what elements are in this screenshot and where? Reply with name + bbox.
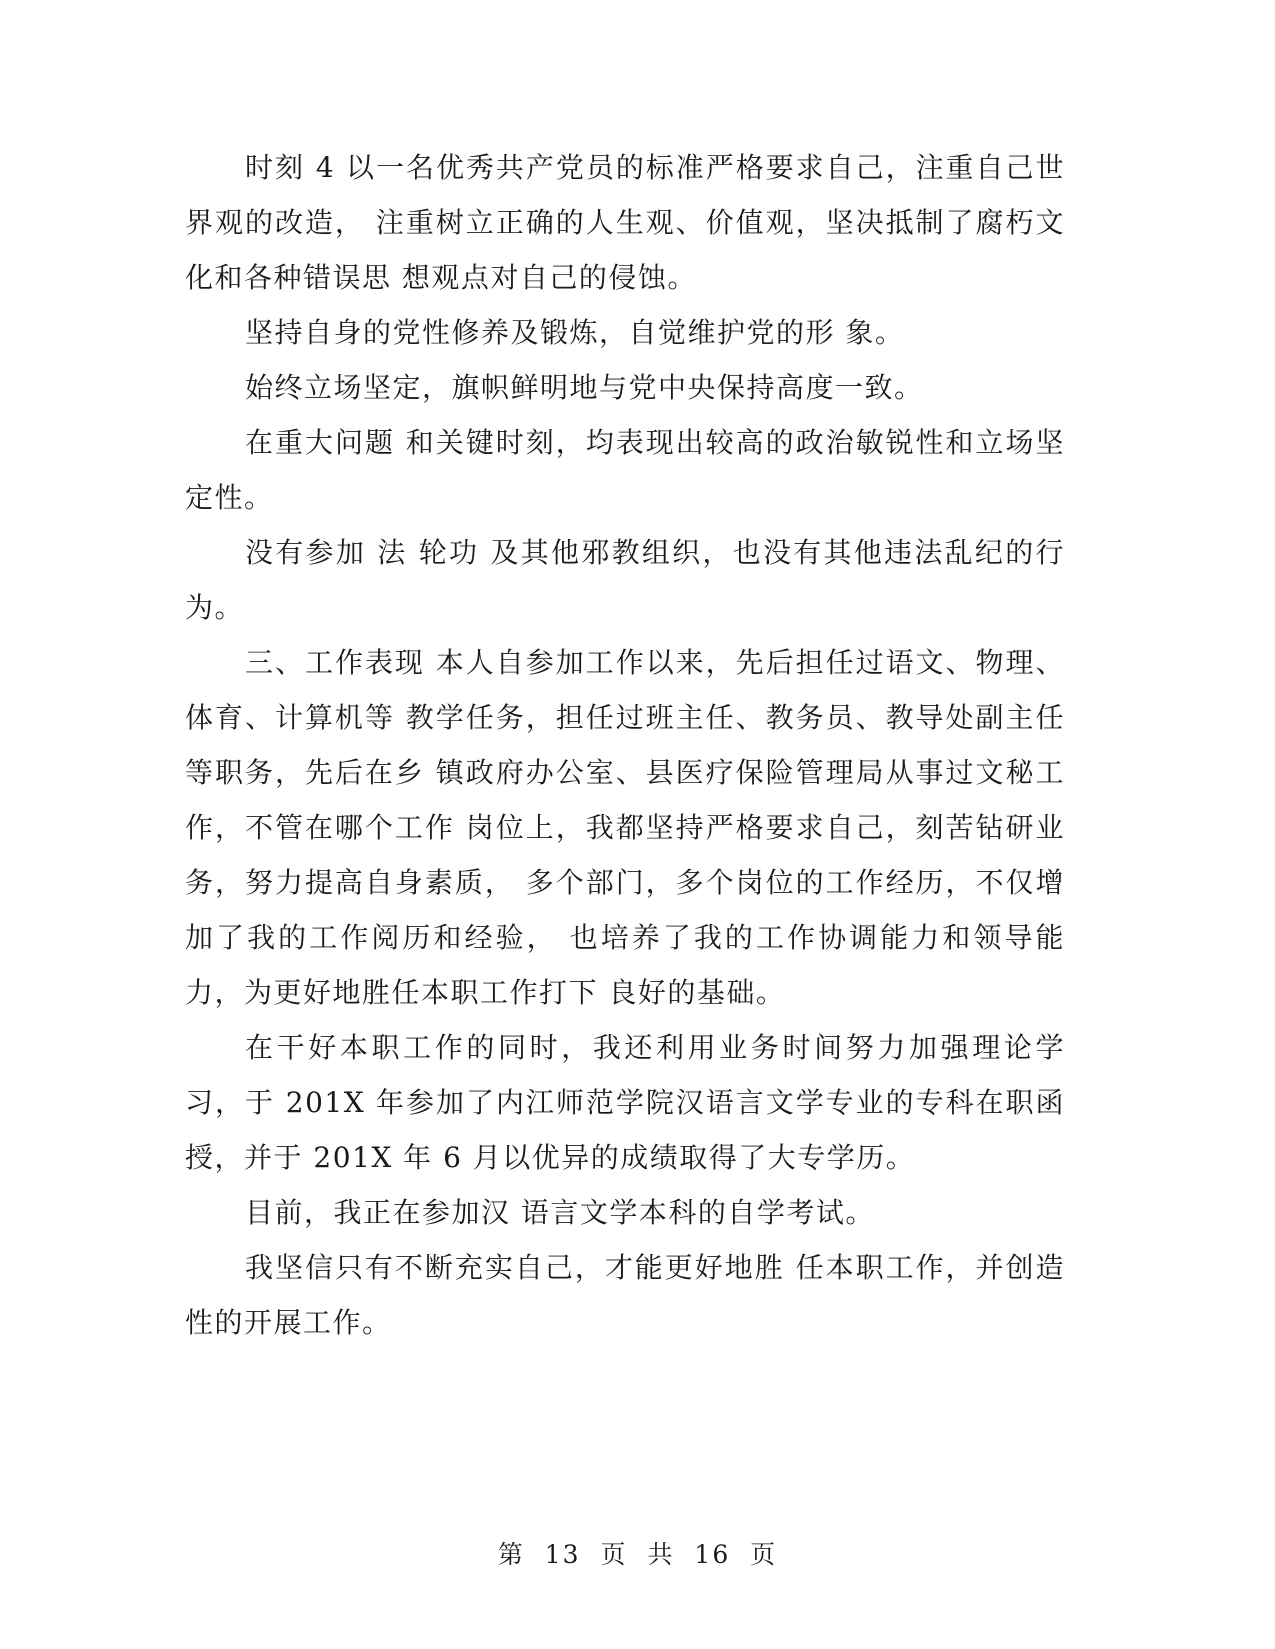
paragraph-2: 坚持自身的党性修养及锻炼，自觉维护党的形 象。: [245, 316, 905, 349]
paragraph-1: 时刻 4 以一名优秀共产党员的标准严格要求自己，注重自己世界观的改造， 注重树立正确的人生观、价值观，坚决抵制了腐朽文化和各种错误思 想观点对自己的侵蚀。: [185, 151, 1065, 294]
paragraph-6: 三、工作表现 本人自参加工作以来，先后担任过语文、物理、体育、计算机等 教学任务，担任过班主任、教务员、教导处副主任等职务，先后在乡 镇政府办公室、县医疗保险管理局从事过文秘工作，不管在哪个工作 岗位上，我都坚持严格要求自己，刻苦钻研业务，努力提高自身素质， 多个部门，多个岗位的工作经历，不仅增加了我的工作阅历和经验， 也培养了我的工作协调能力和领导能力，为更好地胜任本职工作打下 良好的基础。: [185, 646, 1065, 1009]
document-body: [185, 140, 1065, 1350]
paragraph-7: 在干好本职工作的同时，我还利用业务时间努力加强理论学习，于 201X 年参加了内江师范学院汉语言文学专业的专科在职函授，并于 201X 年 6 月以优异的成绩取得了大专学历。: [185, 1031, 1065, 1174]
paragraph-5: 没有参加 法 轮功 及其他邪教组织，也没有其他违法乱纪的行为。: [185, 536, 1065, 624]
paragraph-8: 目前，我正在参加汉 语言文学本科的自学考试。: [245, 1196, 875, 1229]
paragraph-4: 在重大问题 和关键时刻，均表现出较高的政治敏锐性和立场坚定性。: [185, 426, 1065, 514]
paragraph-3: 始终立场坚定，旗帜鲜明地与党中央保持高度一致。: [245, 371, 924, 404]
page-number-footer: 第 13 页 共 16 页: [497, 1540, 778, 1569]
paragraph-9: 我坚信只有不断充实自己，才能更好地胜 任本职工作，并创造性的开展工作。: [185, 1251, 1065, 1339]
